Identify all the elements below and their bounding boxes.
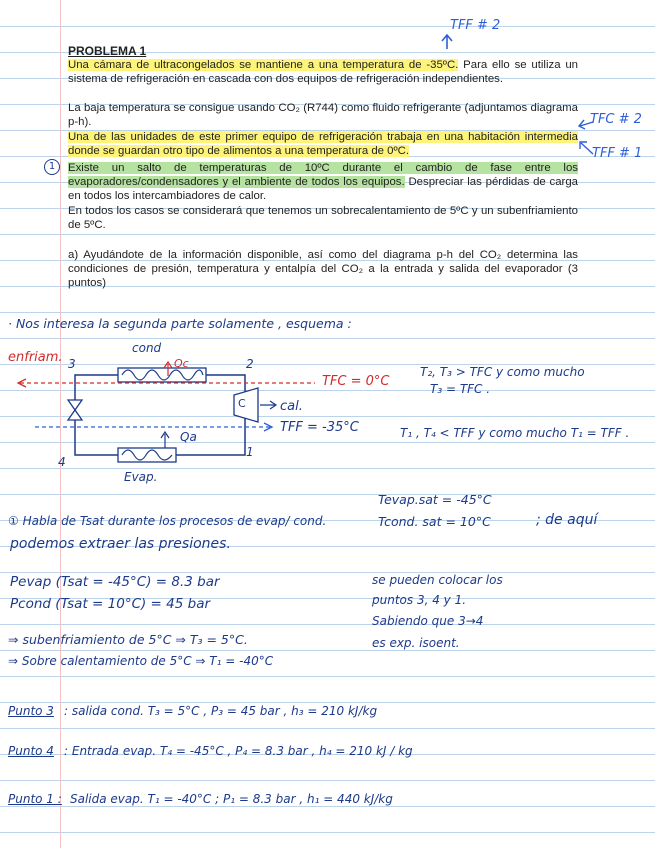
annotation-tfc2: TFC # 2 — [590, 112, 642, 127]
paragraph-3 — [68, 130, 578, 158]
note-b3: Sabiendo que 3→4 — [372, 614, 484, 628]
note-cond: cond — [132, 341, 162, 355]
node-3: 3 — [68, 357, 76, 371]
note-b2: puntos 3, 4 y 1. — [372, 593, 467, 607]
paragraph-2: La baja temperatura se consigue usando CO₂ (R744) como fluido refrigerante (adjuntamos diagrama p-h). — [68, 102, 578, 128]
note-qa: Qa — [180, 430, 197, 444]
note-b1: se pueden colocar los — [372, 573, 503, 587]
node-4: 4 — [58, 455, 66, 469]
note-tevap: Tevap.sat = -45°C — [378, 492, 492, 507]
point-1-label: Punto 1 : — [8, 792, 62, 806]
note-sobrecalentamiento: ⇒ Sobre calentamiento de 5°C ⇒ T₁ = -40°C — [8, 654, 274, 668]
highlight-4: Existe un salto de temperaturas de 10ºC durante el cambio de fase entre los evaporadores/condensadores y el ambiente de todos los equipos. — [68, 162, 578, 188]
note-r1: T₂, T₃ > TFC y como mucho — [420, 365, 585, 379]
note-pevap: Pevap (Tsat = -45°C) = 8.3 bar — [10, 574, 220, 590]
note-tcond: Tcond. sat = 10°C — [378, 514, 491, 529]
paragraph-4-rest: Despreciar las pérdidas de carga en todos los intercambiadores de calor. — [68, 176, 578, 202]
note-s1: ① Habla de Tsat durante los procesos de evap/ cond. — [8, 514, 327, 528]
point-1-text: Salida evap. T₁ = -40°C ; P₁ = 8.3 bar , h₁ = 440 kJ/kg — [70, 792, 393, 806]
note-tfc0: TFC = 0°C — [322, 374, 390, 389]
arrow-icon — [578, 116, 594, 130]
point-4-text: : Entrada evap. T₄ = -45°C , P₄ = 8.3 bar , h₄ = 210 kJ / kg — [64, 744, 413, 758]
compressor-label: C — [238, 397, 246, 410]
circle-marker: 1 — [44, 159, 60, 175]
highlight-1: Una cámara de ultracongelados se mantiene a una temperatura de -35ºC. — [68, 59, 459, 71]
note-evap: Evap. — [124, 470, 158, 484]
paragraph-1 — [68, 58, 578, 86]
arrow-icon — [578, 140, 594, 156]
problem-title: PROBLEMA 1 — [68, 44, 147, 58]
highlight-3: Una de las unidades de este primer equipo de refrigeración trabaja en una habitación intermedia donde se guardan otro tipo de alimentos a una temperatura de 0ºC. — [68, 131, 578, 157]
note-subenfriamiento: ⇒ subenfriamiento de 5°C ⇒ T₃ = 5°C. — [8, 632, 248, 647]
note-b4: es exp. isoent. — [372, 636, 460, 650]
note-qc: Qc — [174, 357, 189, 370]
note-r2: T₃ = TFC . — [430, 382, 491, 396]
annotation-tff2: TFF # 2 — [450, 18, 501, 33]
paragraph-4 — [68, 161, 578, 203]
paragraph-6: a) Ayudándote de la información disponible, así como del diagrama p-h del CO₂ determina las condiciones de presión, temperatura y entalpía del CO₂ a la entrada y salida del evaporador (3 puntos) — [68, 249, 578, 289]
note-cal: cal. — [280, 399, 303, 414]
cycle-sketch — [0, 330, 655, 490]
paragraph-1-rest: Para ello se utiliza un sistema de refrigeración en cascada con dos equipos de refrigeración independientes. — [68, 59, 578, 85]
note-tff35: TFF = -35°C — [280, 420, 359, 435]
up-arrow-icon — [440, 34, 454, 50]
note-deaqui: ; de aquí — [536, 512, 598, 528]
annotation-tff1: TFF # 1 — [592, 146, 643, 161]
note-pcond: Pcond (Tsat = 10°C) = 45 bar — [10, 596, 211, 612]
paragraph-5: En todos los casos se considerará que tenemos un sobrecalentamiento de 5ºC y un subenfriamiento de 5ºC. — [68, 205, 578, 231]
note-intro: · Nos interesa la segunda parte solamente , esquema : — [8, 316, 352, 331]
node-2: 2 — [246, 357, 254, 371]
point-4-label: Punto 4 — [8, 744, 54, 758]
note-s2: podemos extraer las presiones. — [10, 536, 231, 552]
point-3-text: : salida cond. T₃ = 5°C , P₃ = 45 bar , h₃ = 210 kJ/kg — [64, 704, 378, 718]
note-enfriam: enfriam. — [8, 350, 63, 365]
point-3-label: Punto 3 — [8, 704, 54, 718]
note-r3: T₁ , T₄ < TFF y como mucho T₁ = TFF . — [400, 426, 630, 440]
node-1: 1 — [246, 445, 254, 459]
